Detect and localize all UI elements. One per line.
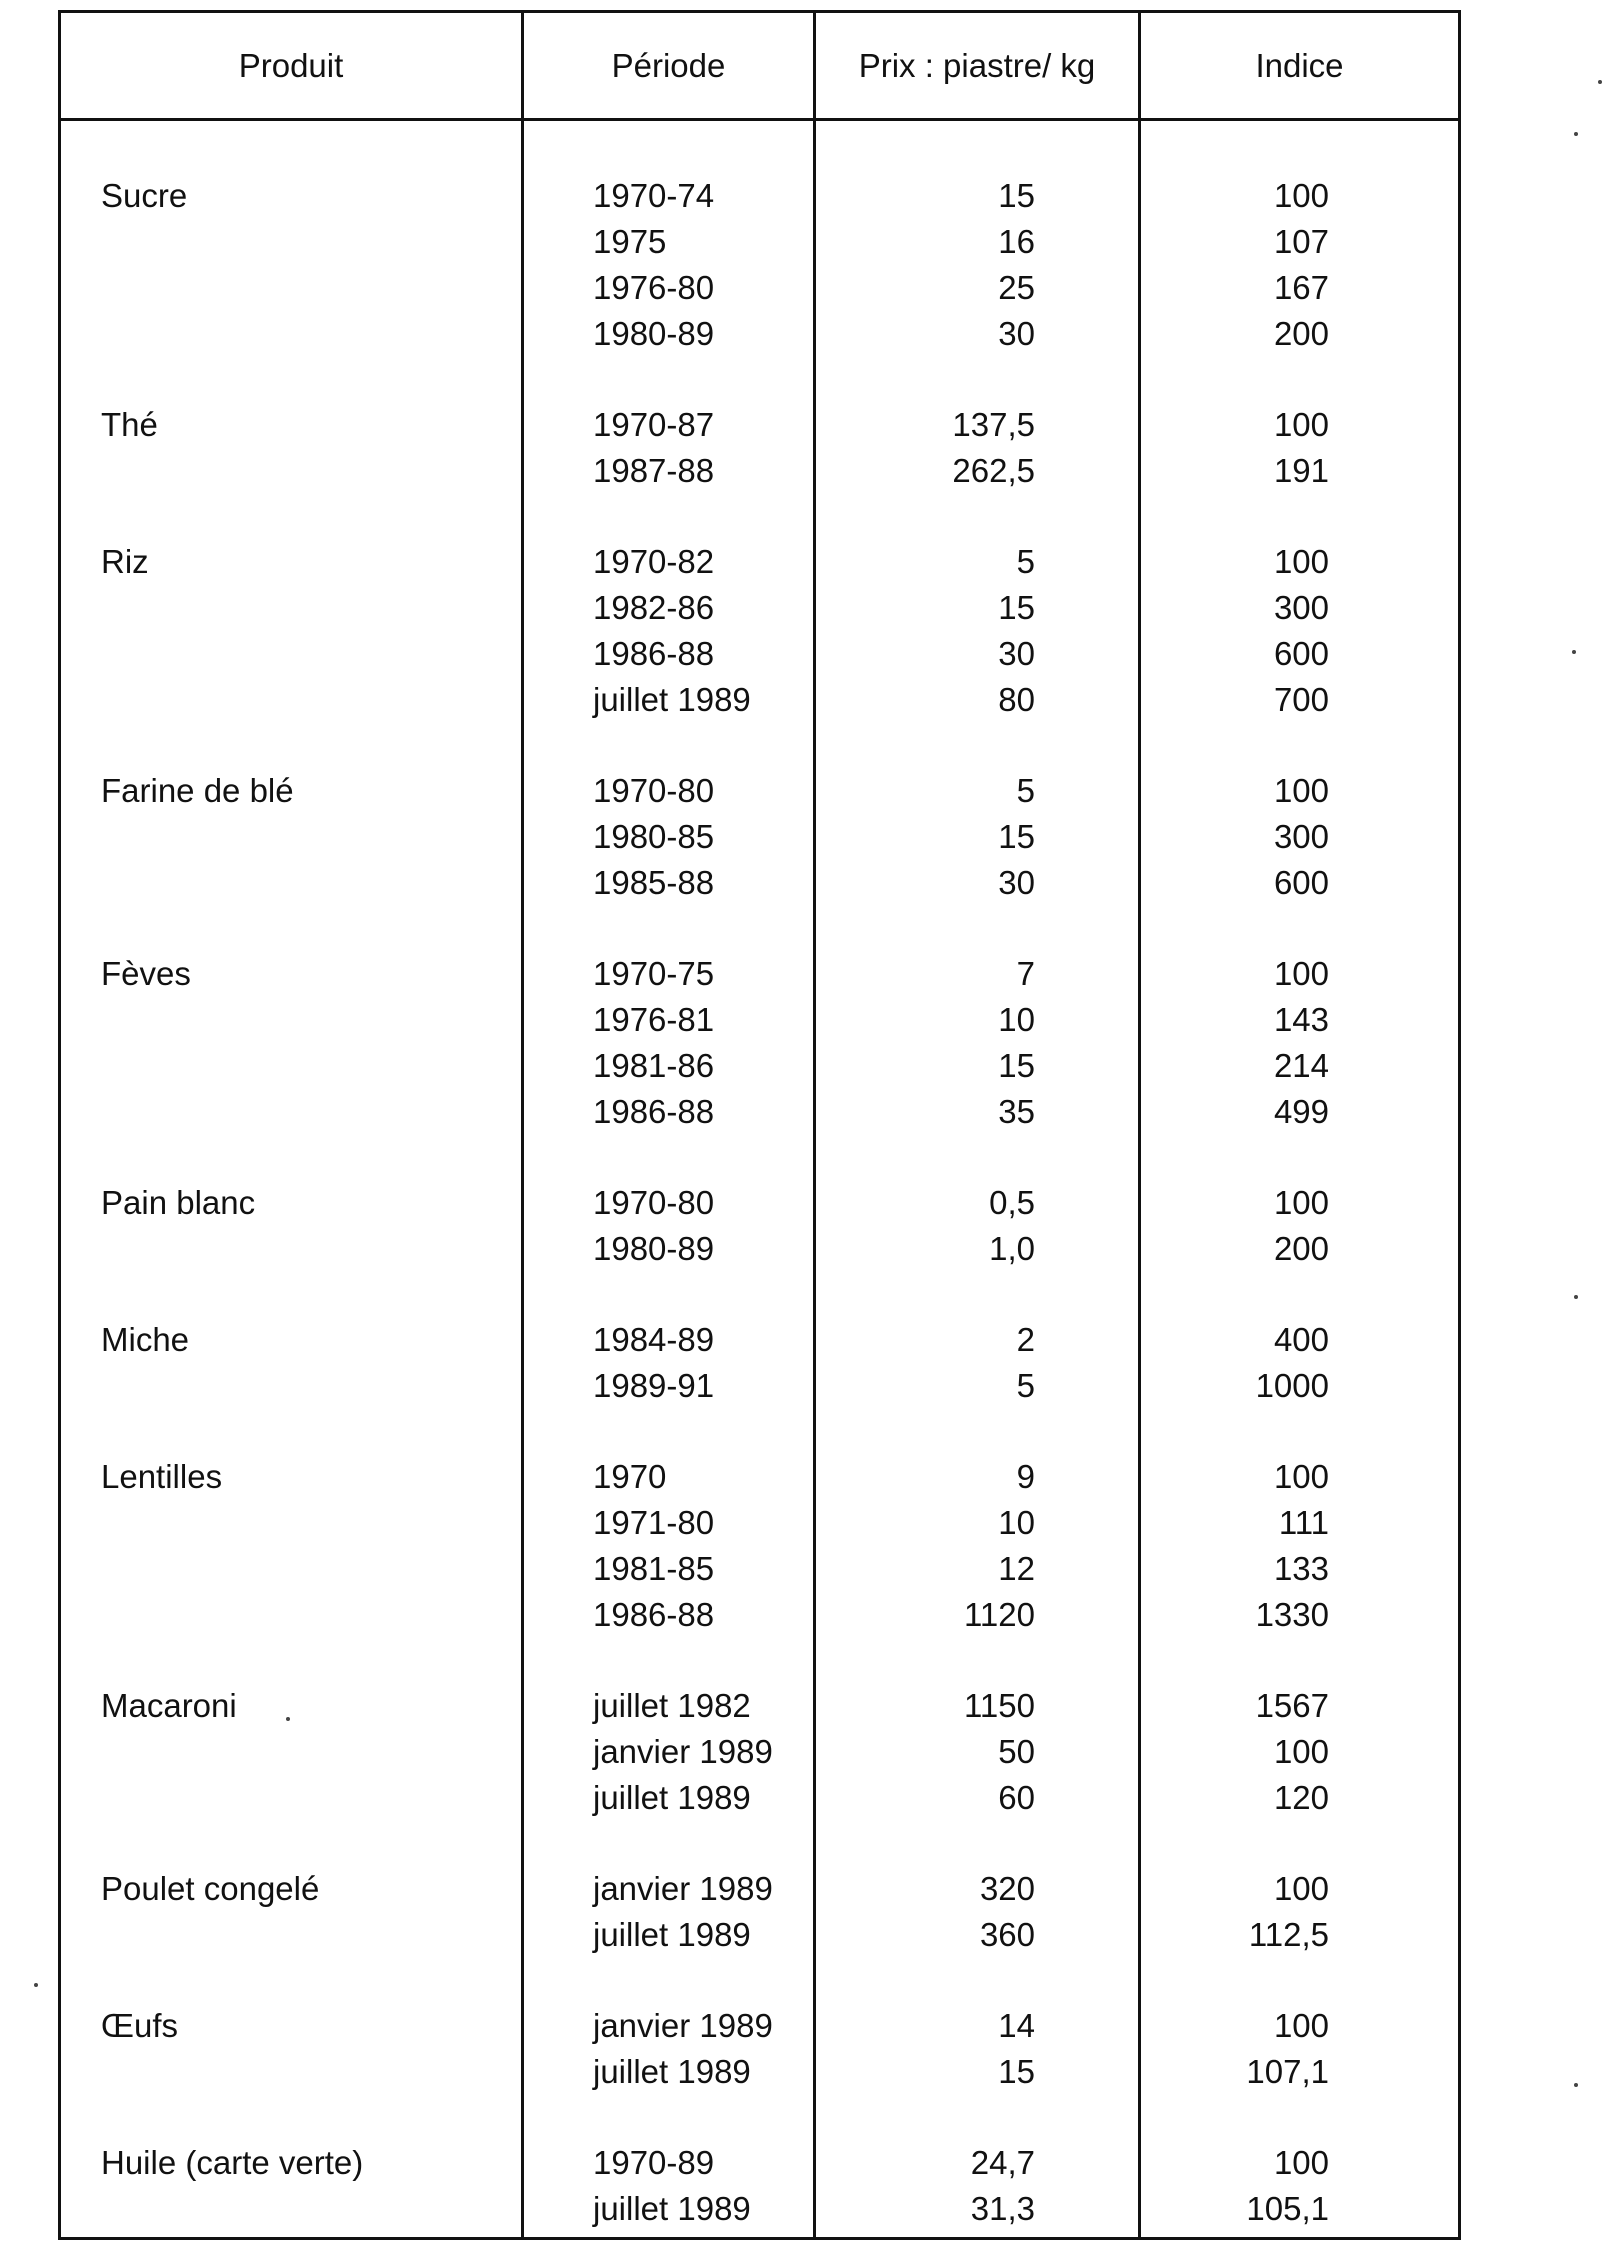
product-name: Pain blanc: [101, 1184, 256, 1221]
index-cell: 191: [1273, 452, 1329, 489]
table-row: [61, 2049, 1458, 2095]
index-cell: 107,1: [1246, 2053, 1329, 2090]
period-cell: 1981-85: [593, 1550, 715, 1587]
table-row: [61, 1912, 1458, 1958]
period-cell: 1984-89: [593, 1321, 715, 1358]
table-row: [61, 2003, 1458, 2049]
price-cell: 320: [979, 1870, 1035, 1907]
product-group: [61, 1180, 1458, 1272]
table-row: [61, 1317, 1458, 1363]
period-cell: 1986-88: [593, 635, 715, 672]
price-cell: 15: [998, 2053, 1035, 2090]
table-row: [61, 1454, 1458, 1500]
table-row: [61, 585, 1458, 631]
period-cell: 1970-87: [593, 406, 715, 443]
index-cell: 100: [1273, 1184, 1329, 1221]
table-row: [61, 677, 1458, 723]
index-cell: 100: [1273, 1870, 1329, 1907]
product-group: [61, 173, 1458, 357]
period-cell: 1976-80: [593, 269, 715, 306]
index-cell: 133: [1273, 1550, 1329, 1587]
index-cell: 100: [1273, 955, 1329, 992]
table-row: [61, 814, 1458, 860]
index-cell: 107: [1273, 223, 1329, 260]
period-cell: 1971-80: [593, 1504, 715, 1541]
scan-speck: [1574, 1295, 1578, 1299]
scan-speck: [286, 1717, 290, 1721]
price-cell: 50: [998, 1733, 1035, 1770]
period-cell: 1982-86: [593, 589, 715, 626]
index-cell: 100: [1273, 772, 1329, 809]
product-name: Poulet congelé: [101, 1870, 320, 1907]
table-row: [61, 2186, 1458, 2232]
index-cell: 100: [1273, 2144, 1329, 2181]
table-row: [61, 539, 1458, 585]
price-cell: 60: [998, 1779, 1035, 1816]
period-cell: juillet 1989: [593, 1779, 751, 1816]
index-cell: 300: [1273, 818, 1329, 855]
index-cell: 300: [1273, 589, 1329, 626]
index-cell: 120: [1273, 1779, 1329, 1816]
index-cell: 100: [1273, 406, 1329, 443]
price-cell: 12: [998, 1550, 1035, 1587]
period-cell: 1987-88: [593, 452, 715, 489]
price-cell: 10: [998, 1504, 1035, 1541]
index-cell: 143: [1273, 1001, 1329, 1038]
index-cell: 100: [1273, 177, 1329, 214]
period-cell: juillet 1989: [593, 2053, 751, 2090]
table-row: [61, 1043, 1458, 1089]
table-row: [61, 402, 1458, 448]
index-cell: 600: [1273, 635, 1329, 672]
table-row: [61, 1500, 1458, 1546]
scan-speck: [1598, 80, 1602, 84]
price-cell: 1120: [964, 1596, 1035, 1633]
index-cell: 1000: [1255, 1367, 1329, 1404]
index-cell: 1567: [1255, 1687, 1329, 1724]
table-row: [61, 860, 1458, 906]
table-row: [61, 1866, 1458, 1912]
table-row: [61, 265, 1458, 311]
price-cell: 137,5: [952, 406, 1035, 443]
table-row: [61, 1180, 1458, 1226]
index-cell: 499: [1273, 1093, 1329, 1130]
period-cell: 1970-82: [593, 543, 715, 580]
index-cell: 1330: [1255, 1596, 1329, 1633]
period-cell: 1970-74: [593, 177, 715, 214]
index-cell: 600: [1273, 864, 1329, 901]
price-cell: 0,5: [989, 1184, 1035, 1221]
price-cell: 80: [998, 681, 1035, 718]
period-cell: 1970-80: [593, 772, 715, 809]
product-name: Riz: [101, 543, 149, 580]
product-group: [61, 402, 1458, 494]
index-cell: 700: [1273, 681, 1329, 718]
price-cell: 16: [998, 223, 1035, 260]
table-row: [61, 2140, 1458, 2186]
period-cell: 1970-80: [593, 1184, 715, 1221]
price-cell: 5: [1016, 543, 1035, 580]
index-cell: 214: [1273, 1047, 1329, 1084]
period-cell: janvier 1989: [593, 1870, 773, 1907]
product-group: [61, 1317, 1458, 1409]
product-name: Fèves: [101, 955, 191, 992]
price-table: [58, 10, 1461, 2240]
price-cell: 2: [1016, 1321, 1035, 1358]
price-cell: 15: [998, 589, 1035, 626]
index-cell: 100: [1273, 543, 1329, 580]
table-row: [61, 951, 1458, 997]
table-row: [61, 1363, 1458, 1409]
index-cell: 167: [1273, 269, 1329, 306]
price-cell: 262,5: [952, 452, 1035, 489]
price-cell: 31,3: [970, 2190, 1035, 2227]
price-cell: 15: [998, 818, 1035, 855]
header-produit: Produit: [238, 46, 344, 84]
period-cell: 1970-89: [593, 2144, 715, 2181]
price-cell: 15: [998, 177, 1035, 214]
table-row: [61, 1592, 1458, 1638]
index-cell: 112,5: [1248, 1916, 1329, 1953]
product-name: Farine de blé: [101, 772, 294, 809]
price-cell: 1,0: [989, 1230, 1035, 1267]
index-cell: 100: [1273, 2007, 1329, 2044]
price-cell: 5: [1016, 772, 1035, 809]
period-cell: 1981-86: [593, 1047, 715, 1084]
period-cell: juillet 1989: [593, 2190, 751, 2227]
period-cell: 1975: [593, 223, 667, 260]
price-cell: 30: [998, 635, 1035, 672]
table-row: [61, 173, 1458, 219]
product-group: [61, 1866, 1458, 1958]
price-cell: 14: [998, 2007, 1035, 2044]
price-cell: 30: [998, 315, 1035, 352]
period-cell: 1970-75: [593, 955, 715, 992]
product-name: Œufs: [101, 2007, 179, 2044]
table-row: [61, 311, 1458, 357]
period-cell: 1986-88: [593, 1596, 715, 1633]
period-cell: 1989-91: [593, 1367, 715, 1404]
index-cell: 105,1: [1246, 2190, 1329, 2227]
period-cell: juillet 1989: [593, 1916, 751, 1953]
period-cell: 1986-88: [593, 1093, 715, 1130]
product-group: [61, 768, 1458, 906]
product-name: Thé: [101, 406, 158, 443]
product-name: Huile (carte verte): [101, 2144, 364, 2181]
index-cell: 111: [1278, 1504, 1329, 1541]
product-group: [61, 1683, 1458, 1821]
table-row: [61, 1546, 1458, 1592]
scan-speck: [1574, 132, 1578, 136]
price-cell: 10: [998, 1001, 1035, 1038]
index-cell: 200: [1273, 1230, 1329, 1267]
price-cell: 5: [1016, 1367, 1035, 1404]
index-cell: 400: [1273, 1321, 1329, 1358]
scan-speck: [34, 1983, 38, 1987]
index-cell: 100: [1273, 1458, 1329, 1495]
product-name: Lentilles: [101, 1458, 223, 1495]
table-row: [61, 448, 1458, 494]
period-cell: juillet 1982: [593, 1687, 751, 1724]
product-name: Macaroni: [101, 1687, 237, 1724]
header-indice: Indice: [1255, 46, 1344, 84]
product-group: [61, 1454, 1458, 1638]
table-row: [61, 631, 1458, 677]
scan-speck: [1572, 650, 1576, 654]
price-cell: 360: [979, 1916, 1035, 1953]
product-group: [61, 951, 1458, 1135]
period-cell: 1980-85: [593, 818, 715, 855]
price-cell: 9: [1016, 1458, 1035, 1495]
period-cell: janvier 1989: [593, 2007, 773, 2044]
scan-speck: [1574, 2083, 1578, 2087]
price-cell: 35: [998, 1093, 1035, 1130]
index-cell: 100: [1273, 1733, 1329, 1770]
product-name: Sucre: [101, 177, 188, 214]
table-row: [61, 1226, 1458, 1272]
period-cell: 1980-89: [593, 315, 715, 352]
period-cell: 1985-88: [593, 864, 715, 901]
price-cell: 25: [998, 269, 1035, 306]
table-row: [61, 768, 1458, 814]
price-cell: 1150: [964, 1687, 1035, 1724]
price-cell: 15: [998, 1047, 1035, 1084]
product-name: Miche: [101, 1321, 190, 1358]
header-periode: Période: [611, 46, 726, 84]
period-cell: juillet 1989: [593, 681, 751, 718]
period-cell: 1980-89: [593, 1230, 715, 1267]
product-group: [61, 2003, 1458, 2095]
index-cell: 200: [1273, 315, 1329, 352]
table-row: [61, 219, 1458, 265]
price-cell: 7: [1016, 955, 1035, 992]
table-row: [61, 997, 1458, 1043]
product-group: [61, 2140, 1458, 2232]
period-cell: 1976-81: [593, 1001, 715, 1038]
product-group: [61, 539, 1458, 723]
price-cell: 30: [998, 864, 1035, 901]
period-cell: 1970: [593, 1458, 667, 1495]
price-cell: 24,7: [970, 2144, 1035, 2181]
table-row: [61, 1683, 1458, 1729]
table-row: [61, 1729, 1458, 1775]
period-cell: janvier 1989: [593, 1733, 773, 1770]
table-body: [61, 121, 1458, 2232]
table-row: [61, 1775, 1458, 1821]
header-prix: Prix : piastre/ kg: [858, 46, 1096, 84]
table-row: [61, 1089, 1458, 1135]
